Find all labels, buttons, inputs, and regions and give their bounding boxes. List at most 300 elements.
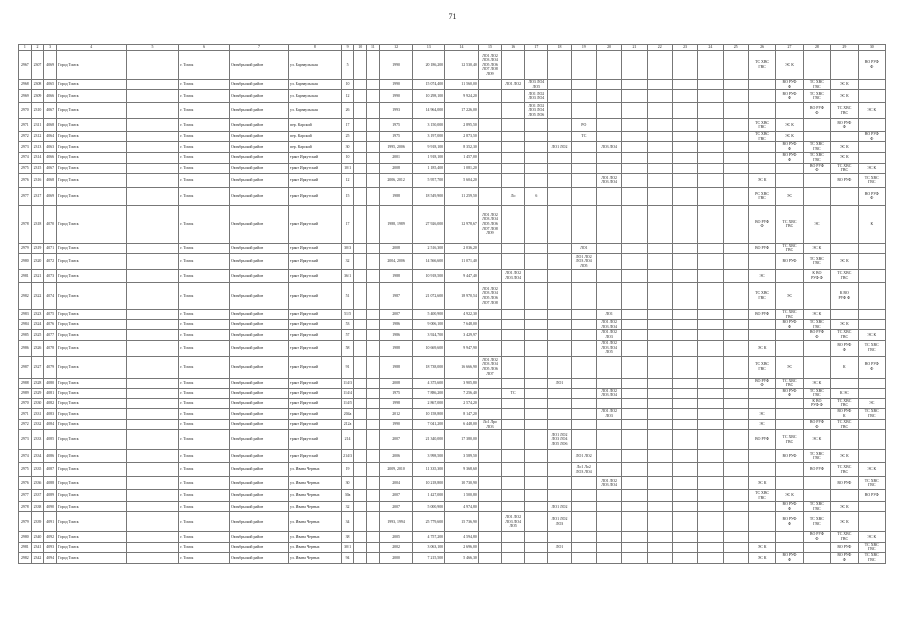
table-cell-col-27: ЭС	[776, 282, 803, 309]
table-cell-col-20	[596, 132, 621, 142]
table-cell-col-10	[354, 542, 367, 552]
table-cell-col-8: тракт Иркутский	[289, 430, 342, 450]
table-cell-col-12: 2001	[379, 152, 413, 163]
table-cell-col-4: Город Томск	[56, 51, 126, 80]
table-cell-col-3: 4074	[44, 282, 57, 309]
table-cell-col-26: ЭС К	[748, 542, 775, 552]
table-cell-col-25	[723, 269, 748, 282]
table-cell-col-9: 51/5	[341, 309, 354, 319]
table-cell-col-23	[672, 330, 697, 340]
table-cell-col-25	[723, 205, 748, 243]
table-cell-col-17	[525, 542, 548, 552]
table-cell-col-20	[596, 90, 621, 103]
table-cell-col-12: 1988	[379, 340, 413, 356]
table-cell-col-26: ВО РУФ	[748, 309, 775, 319]
table-cell-col-26: ЭС К	[748, 477, 775, 490]
table-cell-col-14: 3 429,97	[445, 330, 479, 340]
table-cell-col-22	[647, 269, 672, 282]
table-cell-col-2: 2321	[31, 269, 44, 282]
table-cell-col-5	[126, 243, 179, 253]
table-cell-col-1: 2967	[19, 51, 32, 80]
table-cell-col-28: К ВО РУФ Ф	[803, 398, 830, 408]
table-cell-col-20	[596, 152, 621, 163]
table-cell-col-8: ул. Барнаульская	[289, 90, 342, 103]
table-cell-col-26: ВО РУФ Ф	[748, 378, 775, 388]
table-cell-col-29: ТС ХВС ГВС	[831, 532, 858, 542]
table-cell-col-30: ТС ХВС ГВС	[858, 542, 885, 552]
table-cell-col-6: г. Томск	[179, 187, 230, 205]
table-cell-col-24	[698, 80, 723, 90]
table-cell-col-21	[622, 187, 647, 205]
table-cell-col-1: 2976	[19, 173, 32, 187]
table-cell-col-14: 2 873,50	[445, 132, 479, 142]
table-cell-col-29	[831, 490, 858, 502]
table-cell-col-26	[748, 463, 775, 477]
table-cell-col-9: 38	[341, 532, 354, 542]
table-cell-col-25	[723, 340, 748, 356]
table-cell-col-25	[723, 542, 748, 552]
table-row	[19, 51, 886, 80]
table-cell-col-26	[748, 103, 775, 119]
table-cell-col-9: 114/5	[341, 398, 354, 408]
table-cell-col-20	[596, 51, 621, 80]
table-cell-col-15	[478, 477, 501, 490]
table-cell-col-22	[647, 152, 672, 163]
table-cell-col-27: ЭС	[776, 187, 803, 205]
table-cell-col-6: г. Томск	[179, 152, 230, 163]
table-cell-col-29: ЭС К	[831, 253, 858, 269]
table-cell-col-25	[723, 430, 748, 450]
table-cell-col-3: 4072	[44, 253, 57, 269]
table-cell-col-28: ТС ХВС ГВС	[803, 152, 830, 163]
table-cell-col-24	[698, 512, 723, 532]
table-cell-col-1: 2968	[19, 80, 32, 90]
table-cell-col-22	[647, 463, 672, 477]
table-cell-col-15	[478, 463, 501, 477]
table-cell-col-18	[548, 90, 571, 103]
table-cell-col-19: РО	[571, 119, 596, 132]
table-cell-col-20	[596, 542, 621, 552]
table-cell-col-11	[367, 378, 380, 388]
table-cell-col-4: Город Томск	[56, 163, 126, 173]
table-cell-col-18	[548, 398, 571, 408]
table-cell-col-14: 2 574,20	[445, 398, 479, 408]
table-cell-col-9: 214/3	[341, 450, 354, 463]
table-cell-col-18	[548, 340, 571, 356]
table-cell-col-2: 2308	[31, 80, 44, 90]
table-cell-col-18	[548, 490, 571, 502]
table-cell-col-1: 2973	[19, 430, 32, 450]
table-cell-col-15	[478, 532, 501, 542]
table-cell-col-27: ВО РУФ Ф	[776, 90, 803, 103]
table-cell-col-5	[126, 542, 179, 552]
table-cell-col-15	[478, 542, 501, 552]
table-cell-col-18	[548, 187, 571, 205]
table-cell-col-18	[548, 330, 571, 340]
table-cell-col-7: Октябрьский район	[229, 356, 288, 378]
table-cell-col-28: ЭС К	[803, 243, 830, 253]
table-cell-col-8: тракт Иркутский	[289, 163, 342, 173]
column-number-3: 3	[44, 45, 57, 51]
table-cell-col-10	[354, 51, 367, 80]
table-cell-col-23	[672, 132, 697, 142]
table-cell-col-10	[354, 356, 367, 378]
table-cell-col-12: 1988, 1989	[379, 205, 413, 243]
table-cell-col-6: г. Томск	[179, 119, 230, 132]
table-cell-col-2: 2318	[31, 205, 44, 243]
table-cell-col-18	[548, 269, 571, 282]
table-cell-col-1: 2982	[19, 282, 32, 309]
column-number-9: 9	[341, 45, 354, 51]
column-number-14: 14	[445, 45, 479, 51]
table-cell-col-21	[622, 90, 647, 103]
table-cell-col-6: г. Томск	[179, 90, 230, 103]
table-cell-col-27: ВО РУФ Ф	[776, 320, 803, 330]
table-cell-col-9: 114/4	[341, 388, 354, 398]
table-cell-col-29: ВО РУФ Ф	[831, 340, 858, 356]
table-cell-col-3: 4079	[44, 356, 57, 378]
table-cell-col-9: 36/1	[341, 269, 354, 282]
page-number: 71	[448, 12, 457, 21]
table-cell-col-1: 2981	[19, 542, 32, 552]
table-cell-col-26: ЭС К	[748, 340, 775, 356]
table-cell-col-2: 2335	[31, 463, 44, 477]
table-cell-col-6: г. Томск	[179, 398, 230, 408]
table-cell-col-2: 2311	[31, 119, 44, 132]
table-cell-col-23	[672, 269, 697, 282]
table-cell-col-28: ЭС К	[803, 378, 830, 388]
table-cell-col-6: г. Томск	[179, 132, 230, 142]
table-cell-col-29: К	[831, 356, 858, 378]
table-cell-col-21	[622, 388, 647, 398]
table-cell-col-20	[596, 205, 621, 243]
table-cell-col-19	[571, 80, 596, 90]
table-cell-col-25	[723, 532, 748, 542]
table-cell-col-11	[367, 450, 380, 463]
table-cell-col-23	[672, 409, 697, 420]
table-cell-col-22	[647, 356, 672, 378]
table-cell-col-19: ЛО1 ЛО2	[571, 450, 596, 463]
table-cell-col-21	[622, 463, 647, 477]
table-cell-col-8: тракт Иркутский	[289, 450, 342, 463]
table-cell-col-25	[723, 409, 748, 420]
table-cell-col-1: 2975	[19, 463, 32, 477]
table-cell-col-17	[525, 532, 548, 542]
table-cell-col-4: Город Томск	[56, 253, 126, 269]
column-number-15: 15	[478, 45, 501, 51]
table-cell-col-1: 2986	[19, 340, 32, 356]
table-cell-col-27	[776, 542, 803, 552]
table-cell-col-13: 10 298,100	[413, 90, 445, 103]
table-cell-col-10	[354, 330, 367, 340]
table-cell-col-16	[502, 330, 525, 340]
table-cell-col-17	[525, 477, 548, 490]
table-cell-col-4: Город Томск	[56, 388, 126, 398]
column-number-4: 4	[56, 45, 126, 51]
table-cell-col-20	[596, 163, 621, 173]
table-cell-col-21	[622, 152, 647, 163]
table-cell-col-17	[525, 330, 548, 340]
table-cell-col-28: ТС ХВС ГВС	[803, 450, 830, 463]
table-cell-col-30	[858, 430, 885, 450]
table-cell-col-29: ВО РУФ Ф	[831, 552, 858, 563]
table-cell-col-5	[126, 309, 179, 319]
table-cell-col-10	[354, 142, 367, 152]
table-cell-col-6: г. Томск	[179, 430, 230, 450]
table-cell-col-5	[126, 340, 179, 356]
table-cell-col-17	[525, 320, 548, 330]
table-cell-col-4: Город Томск	[56, 103, 126, 119]
table-cell-col-2: 2325	[31, 330, 44, 340]
table-cell-col-23	[672, 187, 697, 205]
table-cell-col-14: 11 560,00	[445, 80, 479, 90]
table-cell-col-18	[548, 80, 571, 90]
table-cell-col-11	[367, 253, 380, 269]
table-cell-col-29: ЭС К	[831, 80, 858, 90]
table-cell-col-17	[525, 309, 548, 319]
table-cell-col-11	[367, 420, 380, 430]
table-cell-col-19	[571, 51, 596, 80]
table-cell-col-28: ТС ХВС ГВС	[803, 388, 830, 398]
table-cell-col-12: 1975	[379, 119, 413, 132]
table-cell-col-11	[367, 463, 380, 477]
table-cell-col-23	[672, 512, 697, 532]
table-cell-col-11	[367, 430, 380, 450]
table-cell-col-8: ул. Ивана Черных	[289, 552, 342, 563]
table-cell-col-5	[126, 253, 179, 269]
table-cell-col-17	[525, 269, 548, 282]
table-cell-col-3: 4084	[44, 420, 57, 430]
table-cell-col-13: 15 074,400	[413, 80, 445, 90]
table-cell-col-16	[502, 532, 525, 542]
table-cell-col-2: 2317	[31, 187, 44, 205]
table-cell-col-5	[126, 502, 179, 512]
table-cell-col-12: 2009, 2010	[379, 463, 413, 477]
table-cell-col-3: 4092	[44, 532, 57, 542]
table-cell-col-16	[502, 119, 525, 132]
table-cell-col-13: 20 186,200	[413, 51, 445, 80]
table-cell-col-5	[126, 430, 179, 450]
table-cell-col-30	[858, 253, 885, 269]
table-cell-col-2: 2312	[31, 132, 44, 142]
table-cell-col-11	[367, 320, 380, 330]
table-cell-col-21	[622, 253, 647, 269]
table-cell-col-2: 2310	[31, 103, 44, 119]
table-cell-col-27: ТС ХВС ГВС	[776, 205, 803, 243]
table-cell-col-4: Город Томск	[56, 420, 126, 430]
table-cell-col-29: ЭС К	[831, 320, 858, 330]
table-cell-col-27	[776, 269, 803, 282]
table-cell-col-25	[723, 477, 748, 490]
table-cell-col-8: ул. Ивана Черных	[289, 502, 342, 512]
column-number-16: 16	[502, 45, 525, 51]
table-cell-col-10	[354, 187, 367, 205]
table-cell-col-18	[548, 132, 571, 142]
table-cell-col-26: ВО РУФ	[748, 243, 775, 253]
table-cell-col-21	[622, 398, 647, 408]
table-cell-col-7: Октябрьский район	[229, 243, 288, 253]
table-cell-col-8: тракт Иркутский	[289, 173, 342, 187]
table-cell-col-1: 2972	[19, 132, 32, 142]
table-cell-col-9: 5	[341, 51, 354, 80]
table-cell-col-6: г. Томск	[179, 378, 230, 388]
table-cell-col-30: ЭС	[858, 398, 885, 408]
table-cell-col-30	[858, 282, 885, 309]
table-cell-col-1: 2971	[19, 409, 32, 420]
table-cell-col-16	[502, 173, 525, 187]
table-cell-col-30	[858, 388, 885, 398]
table-row	[19, 173, 886, 187]
table-cell-col-16	[502, 420, 525, 430]
table-cell-col-5	[126, 409, 179, 420]
table-cell-col-3: 4068	[44, 119, 57, 132]
table-cell-col-8: ул. Ивана Черных	[289, 477, 342, 490]
table-cell-col-17	[525, 378, 548, 388]
table-row	[19, 253, 886, 269]
table-cell-col-17	[525, 152, 548, 163]
table-cell-col-8: тракт Иркутский	[289, 282, 342, 309]
table-cell-col-28	[803, 340, 830, 356]
table-cell-col-11	[367, 142, 380, 152]
table-cell-col-29: ТС ХВС ГВС	[831, 103, 858, 119]
table-cell-col-10	[354, 512, 367, 532]
table-cell-col-19	[571, 532, 596, 542]
table-cell-col-22	[647, 132, 672, 142]
table-cell-col-24	[698, 420, 723, 430]
table-cell-col-1: 2977	[19, 187, 32, 205]
table-cell-col-15	[478, 119, 501, 132]
table-cell-col-10	[354, 173, 367, 187]
table-cell-col-28	[803, 490, 830, 502]
table-cell-col-9: 34	[341, 512, 354, 532]
table-cell-col-8: ул. Ивана Черных	[289, 463, 342, 477]
table-cell-col-22	[647, 340, 672, 356]
table-cell-col-8: ул. Барнаульская	[289, 51, 342, 80]
table-cell-col-21	[622, 132, 647, 142]
table-cell-col-8: тракт Иркутский	[289, 388, 342, 398]
table-cell-col-3: 4066	[44, 152, 57, 163]
table-cell-col-5	[126, 187, 179, 205]
table-cell-col-4: Город Томск	[56, 463, 126, 477]
table-cell-col-10	[354, 420, 367, 430]
table-cell-col-7: Октябрьский район	[229, 103, 288, 119]
column-number-18: 18	[548, 45, 571, 51]
table-cell-col-6: г. Томск	[179, 420, 230, 430]
table-cell-col-9: 30/1	[341, 542, 354, 552]
table-cell-col-13: 5 957,700	[413, 173, 445, 187]
table-cell-col-12: 1975	[379, 388, 413, 398]
table-cell-col-24	[698, 398, 723, 408]
table-cell-col-14: 17 380,00	[445, 430, 479, 450]
table-cell-col-27	[776, 463, 803, 477]
table-cell-col-22	[647, 142, 672, 152]
table-cell-col-22	[647, 542, 672, 552]
table-cell-col-19	[571, 103, 596, 119]
table-cell-col-23	[672, 309, 697, 319]
table-cell-col-6: г. Томск	[179, 477, 230, 490]
table-row	[19, 320, 886, 330]
table-cell-col-16: ТС	[502, 388, 525, 398]
table-cell-col-24	[698, 152, 723, 163]
table-cell-col-12: 2007	[379, 490, 413, 502]
table-cell-col-28	[803, 132, 830, 142]
table-cell-col-20	[596, 502, 621, 512]
table-cell-col-22	[647, 430, 672, 450]
table-cell-col-24	[698, 532, 723, 542]
table-cell-col-4: Город Томск	[56, 477, 126, 490]
table-cell-col-20	[596, 103, 621, 119]
table-cell-col-19	[571, 552, 596, 563]
table-cell-col-4: Город Томск	[56, 542, 126, 552]
table-cell-col-2: 2326	[31, 340, 44, 356]
table-cell-col-17	[525, 253, 548, 269]
table-cell-col-28: ТС ХВС ГВС	[803, 80, 830, 90]
table-cell-col-10	[354, 163, 367, 173]
table-cell-col-16	[502, 103, 525, 119]
table-cell-col-4: Город Томск	[56, 269, 126, 282]
table-cell-col-22	[647, 388, 672, 398]
table-cell-col-12: 1975	[379, 132, 413, 142]
table-cell-col-25	[723, 119, 748, 132]
table-cell-col-21	[622, 430, 647, 450]
table-cell-col-7: Октябрьский район	[229, 398, 288, 408]
table-cell-col-5	[126, 132, 179, 142]
table-cell-col-3: 4070	[44, 205, 57, 243]
table-cell-col-28: ТС ХВС ГВС	[803, 142, 830, 152]
table-cell-col-24	[698, 430, 723, 450]
table-cell-col-7: Октябрьский район	[229, 282, 288, 309]
table-cell-col-7: Октябрьский район	[229, 552, 288, 563]
table-cell-col-27	[776, 173, 803, 187]
table-cell-col-2: 2328	[31, 378, 44, 388]
table-cell-col-11	[367, 80, 380, 90]
table-cell-col-5	[126, 420, 179, 430]
table-cell-col-2: 2309	[31, 90, 44, 103]
table-cell-col-30	[858, 80, 885, 90]
table-row	[19, 152, 886, 163]
table-cell-col-17	[525, 205, 548, 243]
table-cell-col-12: 2005	[379, 532, 413, 542]
table-cell-col-22	[647, 80, 672, 90]
table-cell-col-17	[525, 420, 548, 430]
table-cell-col-23	[672, 542, 697, 552]
table-cell-col-13: 25 779,600	[413, 512, 445, 532]
table-cell-col-27	[776, 330, 803, 340]
table-cell-col-19: ТС	[571, 132, 596, 142]
table-cell-col-23	[672, 243, 697, 253]
table-cell-col-2: 2316	[31, 173, 44, 187]
table-cell-col-30: ВО РУФ	[858, 490, 885, 502]
table-cell-col-27	[776, 420, 803, 430]
table-cell-col-30	[858, 502, 885, 512]
table-cell-col-11	[367, 282, 380, 309]
table-cell-col-3: 4067	[44, 163, 57, 173]
table-cell-col-22	[647, 398, 672, 408]
table-cell-col-15	[478, 388, 501, 398]
table-cell-col-15	[478, 187, 501, 205]
table-cell-col-1: 2989	[19, 388, 32, 398]
column-number-13: 13	[413, 45, 445, 51]
table-row	[19, 243, 886, 253]
table-cell-col-24	[698, 490, 723, 502]
table-cell-col-17	[525, 502, 548, 512]
table-cell-col-12: 2006, 2012	[379, 173, 413, 187]
table-cell-col-3: 4082	[44, 398, 57, 408]
table-cell-col-20: ЛО3 ЛО4	[596, 142, 621, 152]
table-cell-col-14: 15 736,90	[445, 512, 479, 532]
table-cell-col-11	[367, 330, 380, 340]
table-cell-col-22	[647, 243, 672, 253]
